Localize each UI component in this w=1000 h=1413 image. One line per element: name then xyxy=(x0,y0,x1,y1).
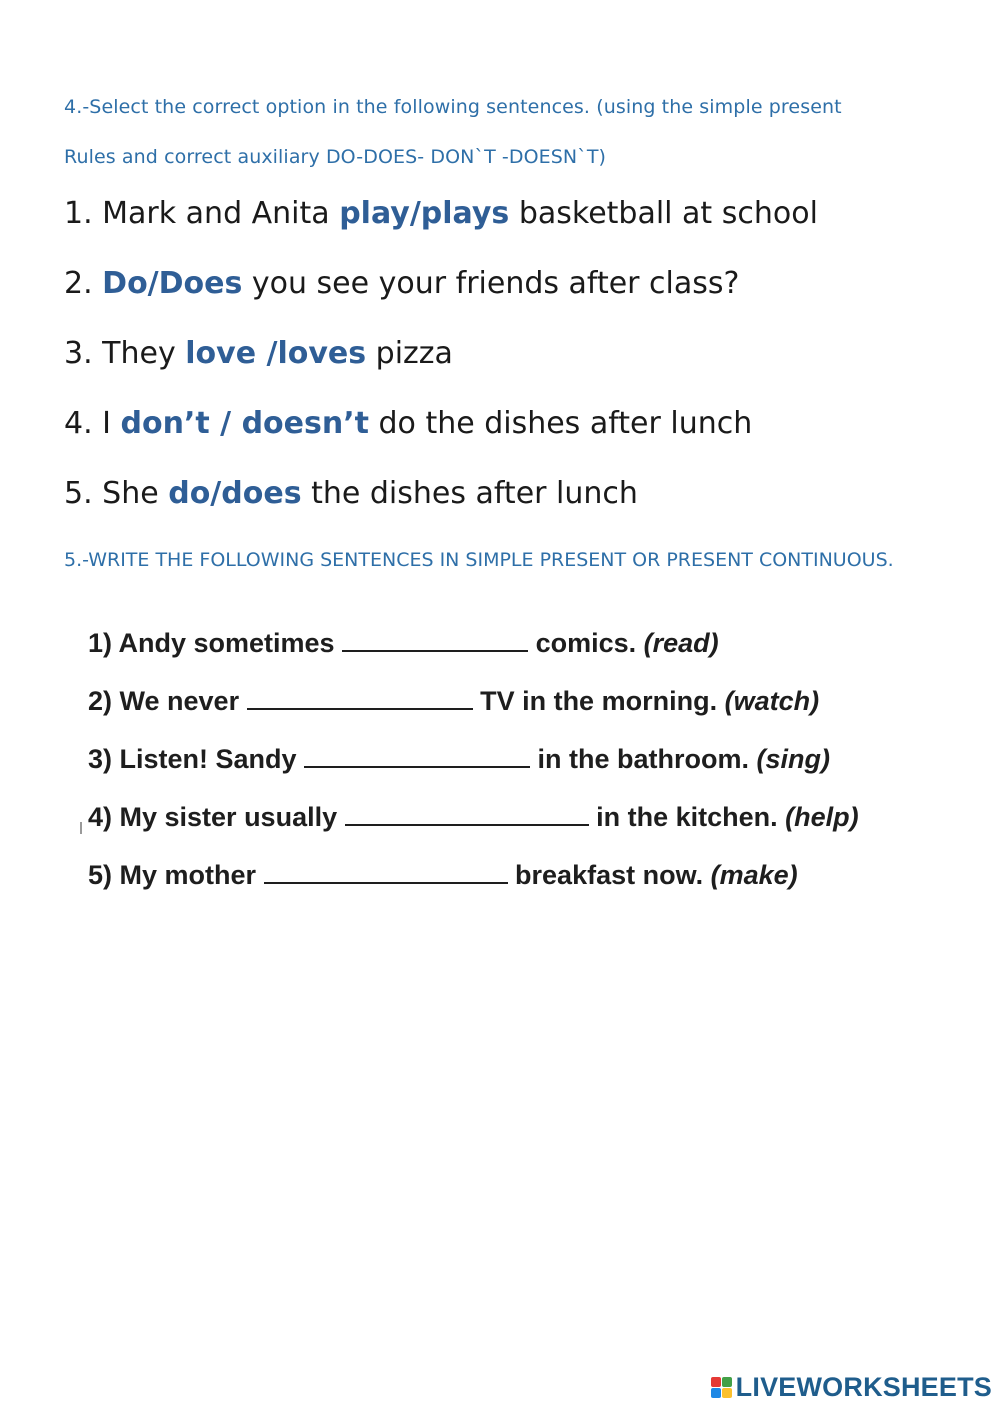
sentence-text-after: TV in the morning. xyxy=(472,686,725,716)
sentence-text-before: 3. They xyxy=(64,336,186,371)
verb-hint: (help) xyxy=(785,802,859,832)
sentence-text-after: the dishes after lunch xyxy=(301,476,638,511)
exercise-5-sentence xyxy=(88,860,798,891)
margin-mark xyxy=(80,822,82,834)
sentence-text-after: breakfast now. xyxy=(507,860,711,890)
option-choice[interactable]: Do/Does xyxy=(102,266,243,301)
option-choice[interactable]: don’t / doesn’t xyxy=(120,406,369,441)
answer-blank[interactable] xyxy=(342,628,528,652)
sentence-text-after: comics. xyxy=(528,628,644,658)
footer-brand[interactable] xyxy=(711,1372,992,1403)
exercise-5-sentence xyxy=(88,686,819,717)
exercise-4-sentence xyxy=(64,406,752,441)
exercise-5-sentence xyxy=(88,628,719,659)
exercise-5-sentence xyxy=(88,744,830,775)
exercise-4-sentence xyxy=(64,266,739,301)
verb-hint: (watch) xyxy=(724,686,820,716)
liveworksheets-logo-icon xyxy=(711,1377,732,1398)
sentence-text-after: you see your friends after class? xyxy=(242,266,740,301)
sentence-text-before: 2. xyxy=(64,266,103,301)
answer-blank[interactable] xyxy=(304,744,530,768)
sentence-text-before: 5) My mother xyxy=(88,860,264,890)
option-choice[interactable]: play/plays xyxy=(339,196,510,231)
logo-square xyxy=(711,1388,721,1398)
sentence-text-after: in the bathroom. xyxy=(530,744,757,774)
sentence-text-after: do the dishes after lunch xyxy=(368,406,753,441)
verb-hint: (make) xyxy=(710,860,798,890)
exercise-4-instruction-line1: 4.-Select the correct option in the following sentences. (using the simple present xyxy=(64,96,842,118)
answer-blank[interactable] xyxy=(345,802,589,826)
sentence-text-before: 4) My sister usually xyxy=(88,802,345,832)
exercise-5-sentence xyxy=(88,802,859,833)
sentence-text-before: 1) Andy sometimes xyxy=(88,628,343,658)
logo-square xyxy=(722,1377,732,1387)
sentence-text-after: basketball at school xyxy=(509,196,818,231)
logo-square xyxy=(711,1377,721,1387)
exercise-4-sentence xyxy=(64,336,453,371)
exercise-4-sentence xyxy=(64,196,818,231)
sentence-text-before: 5. She xyxy=(64,476,169,511)
sentence-text-before: 3) Listen! Sandy xyxy=(88,744,305,774)
sentence-text-before: 1. Mark and Anita xyxy=(64,196,340,231)
answer-blank[interactable] xyxy=(247,686,473,710)
option-choice[interactable]: love /loves xyxy=(185,336,367,371)
option-choice[interactable]: do/does xyxy=(168,476,302,511)
logo-square xyxy=(722,1388,732,1398)
sentence-text-after: in the kitchen. xyxy=(588,802,786,832)
sentence-text-before: 4. I xyxy=(64,406,121,441)
sentence-text-before: 2) We never xyxy=(88,686,247,716)
answer-blank[interactable] xyxy=(264,860,508,884)
brand-name: LIVEWORKSHEETS xyxy=(735,1372,992,1402)
verb-hint: (read) xyxy=(643,628,719,658)
verb-hint: (sing) xyxy=(756,744,831,774)
sentence-text-after: pizza xyxy=(366,336,453,371)
exercise-5-instruction: 5.-WRITE THE FOLLOWING SENTENCES IN SIMPLE PRESENT OR PRESENT CONTINUOUS. xyxy=(64,549,894,571)
exercise-4-instruction-line2: Rules and correct auxiliary DO-DOES- DON`T -DOESN`T) xyxy=(64,146,607,168)
exercise-4-sentence xyxy=(64,476,638,511)
